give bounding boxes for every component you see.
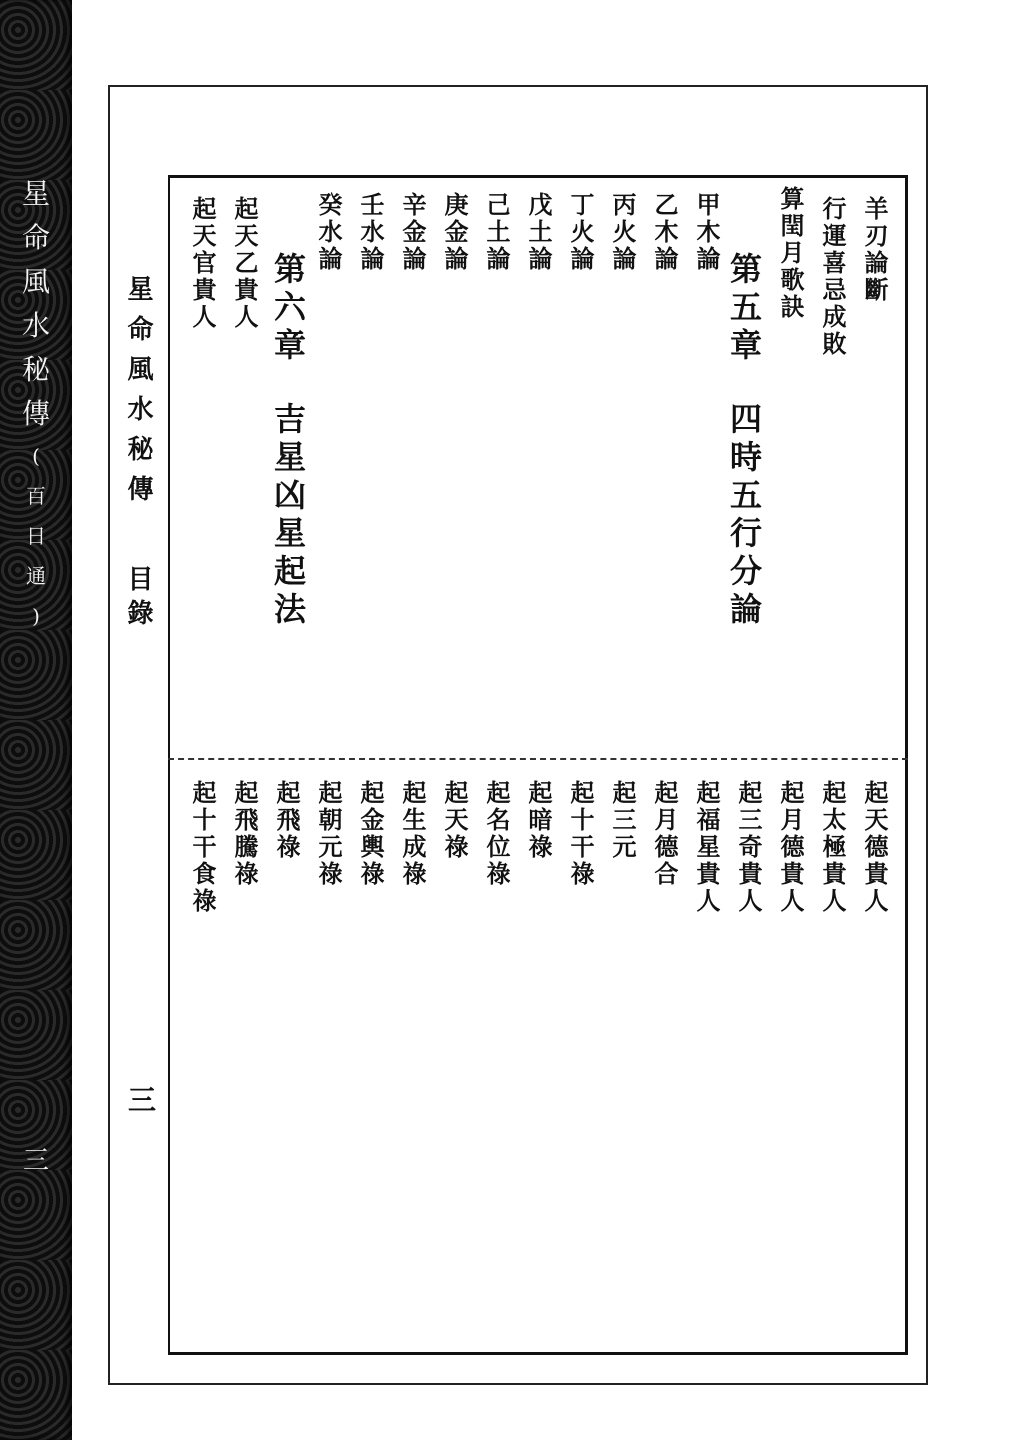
chapter-heading [725,252,763,630]
toc-item: 起金輿祿 [356,780,385,888]
toc-item: 丁火論 [566,192,595,273]
toc-item: 起朝元祿 [314,780,343,888]
spine-char: 星 [21,177,50,210]
toc-item: 起天乙貴人 [230,196,259,331]
toc-item: 起天德貴人 [860,780,889,915]
toc-item: 起月德貴人 [776,780,805,915]
spine-char: 傳 [21,397,50,430]
section-label: 目錄 [123,565,153,633]
toc-item: 乙木論 [650,192,679,273]
toc-item: 起名位祿 [482,780,511,888]
chapter-number: 第五章 [725,252,763,366]
book-spine [0,0,72,1440]
spine-char: 秘 [21,353,50,386]
toc-item: 起飛祿 [272,780,301,861]
toc-item: 戊土論 [524,192,553,273]
fold-line [168,758,908,760]
toc-item: 起十干祿 [566,780,595,888]
book-title: 星命風水秘傳 [123,275,153,515]
toc-entry: 行運喜忌成敗 [818,196,847,358]
toc-item: 起天祿 [440,780,469,861]
toc-item: 壬水論 [356,192,385,273]
toc-item: 起生成祿 [398,780,427,888]
spine-char: 命 [21,221,50,254]
toc-item: 起三奇貴人 [734,780,763,915]
spine-title [18,172,54,636]
toc-item: 庚金論 [440,192,469,273]
spine-char: 水 [21,309,50,342]
toc-item: 起暗祿 [524,780,553,861]
toc-item: 癸水論 [314,192,343,273]
toc-item: 起天官貴人 [188,196,217,331]
chapter-title: 四時五行分論 [725,402,763,630]
toc-entry: 羊刃論斷 [860,196,889,304]
chapter-heading [269,252,307,630]
spine-char: 百 [26,484,46,508]
toc-item: 起月德合 [650,780,679,888]
spine-char: ( [32,444,40,468]
toc-item: 起十干食祿 [188,780,217,915]
page-number: 三 [124,1085,157,1113]
toc-item: 起太極貴人 [818,780,847,915]
spine-char: 風 [21,265,50,298]
toc-item: 丙火論 [608,192,637,273]
toc-item: 甲木論 [692,192,721,273]
spine-char: 日 [26,524,46,548]
toc-item: 己土論 [482,192,511,273]
spine-char: ) [32,604,40,628]
toc-entry: 算閏月歌訣 [776,186,805,321]
toc-item: 起三元 [608,780,637,861]
toc-item: 起飛騰祿 [230,780,259,888]
spine-char: 通 [26,564,46,588]
toc-item: 起福星貴人 [692,780,721,915]
chapter-number: 第六章 [269,252,307,366]
toc-item: 辛金論 [398,192,427,273]
chapter-title: 吉星凶星起法 [269,402,307,630]
spine-page-number: 三 [22,1146,49,1176]
